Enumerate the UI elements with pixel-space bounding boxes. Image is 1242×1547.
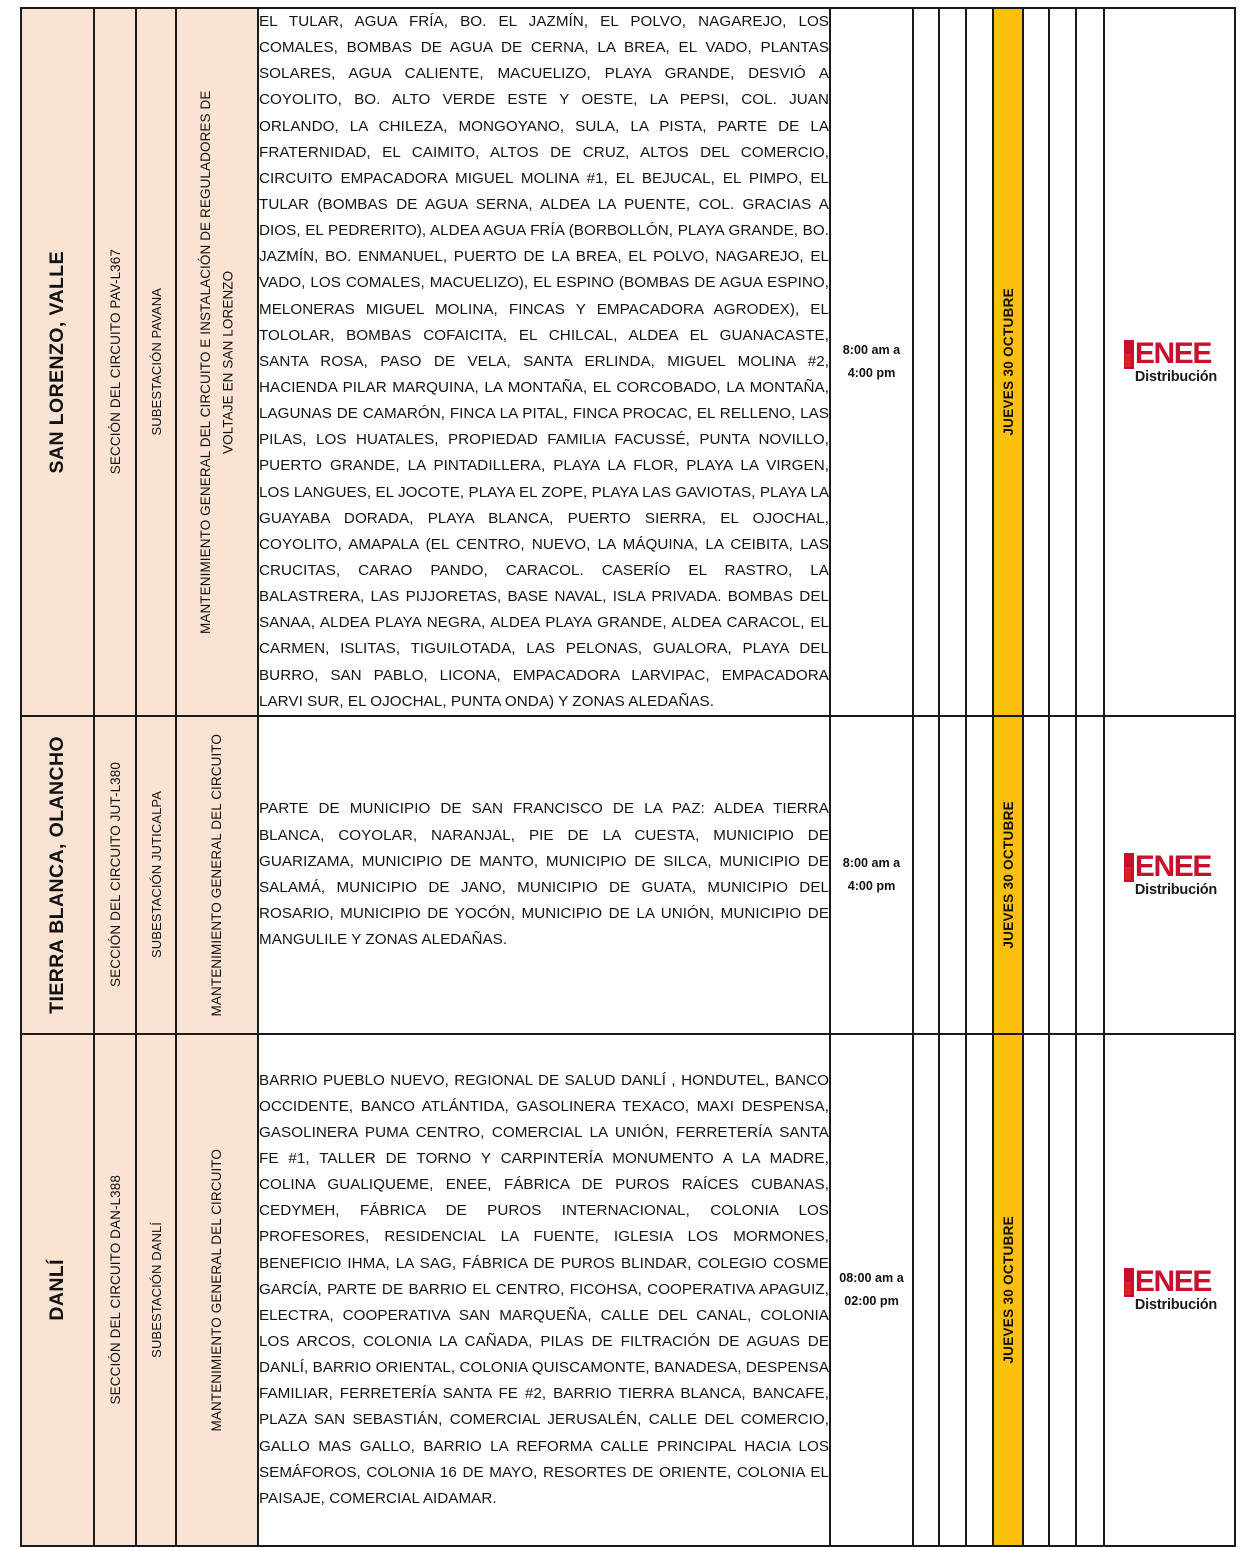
enee-mark-icon: [1124, 853, 1134, 882]
circuit-section-label: SECCIÓN DEL CIRCUITO JUT-L380: [107, 762, 123, 988]
time-from: 08:00 am a: [839, 1270, 904, 1285]
time-to: 4:00 pm: [847, 878, 896, 893]
enee-logo-top: [1124, 849, 1212, 883]
affected-areas-text: BARRIO PUEBLO NUEVO, REGIONAL DE SALUD DANLÍ , HONDUTEL, BANCO OCCIDENTE, BANCO ATLÁNTIDA, GASOLINERA TEXACO, MAXI DESPENSA, GASOLINERA PUMA CENTRO, COMERCIAL LA UNIÓN, FERRETERÍA SANTA FE #1, TALLER DE TORNO Y CARPINTERÍA MONUMENTO A LA MADRE, COLINA GUALIQUEME, ENEE, FÁBRICA DE PUROS RAÍCES CUBANAS, CEDYMEH, FÁBRICA DE PUROS INTERNACIONAL, COLONIA LOS PROFESORES, RESIDENCIAL LA FUENTE, IGLESIA LOS MORMONES, BENEFICIO IHMA, LA SAG, FÁBRICA DE PUROS BLINDAR, COLEGIO COSME GARCÍA, PARTE DE BARRIO EL CENTRO, FICOHSA, COOPERATIVA APAGUIZ, ELECTRA, COOPERATIVA SAN MARQUEÑA, CALLE DEL CANAL, COLONIA LOS ARCOS, COLONIA LA CAÑADA, PILAS DE FILTRACIÓN DE AGUAS DE DANLÍ, BARRIO ORIENTAL, COLONIA QUISCAMONTE, BANADESA, DESPENSA FAMILIAR, FERRETERÍA SANTA FE #2, BARRIO TIERRA BLANCA, BANCAFE, PLAZA SAN SEBASTIÁN, COMERCIAL JERUSALÉN, CALLE DEL COMERCIO, GALLO MAS GALLO, BARRIO LA REFORMA CALLE PRINCIPAL HACIA LOS SEMÁFOROS, COLONIA 16 DE MAYO, RESORTES DE ORIENTE, COLONIA EL PAISAJE, COMERCIAL AIDAMAR.: [259, 1071, 829, 1507]
spacer-column-4: [1023, 1034, 1049, 1546]
department-label: SAN LORENZO, VALLE: [46, 250, 68, 474]
table-row: [21, 716, 1235, 1034]
logo-cell: [1104, 1034, 1235, 1546]
day-label: JUEVES 30 OCTUBRE: [1000, 1215, 1016, 1364]
spacer-column-5: [1049, 716, 1076, 1034]
logo-cell: [1104, 8, 1235, 716]
enee-logo: [1122, 336, 1218, 385]
logo-cell: [1104, 716, 1235, 1034]
spacer-column-4: [1023, 8, 1049, 716]
enee-subtitle: Distribución: [1134, 1296, 1218, 1313]
table-row: [21, 1034, 1235, 1546]
spacer-column-3: [966, 716, 993, 1034]
affected-areas-cell: [258, 1034, 830, 1546]
department-cell: [21, 8, 94, 716]
substation-cell: [136, 716, 176, 1034]
spacer-column-4: [1023, 716, 1049, 1034]
department-label: DANLÍ: [46, 1259, 68, 1321]
time-range-cell: [830, 716, 913, 1034]
spacer-column-2: [939, 716, 966, 1034]
circuit-section-cell: [94, 1034, 136, 1546]
time-to: 4:00 pm: [847, 365, 896, 380]
spacer-column-6: [1076, 1034, 1104, 1546]
substation-cell: [136, 1034, 176, 1546]
department-cell: [21, 1034, 94, 1546]
enee-logo: [1122, 1264, 1218, 1313]
affected-areas-text: EL TULAR, AGUA FRÍA, BO. EL JAZMÍN, EL POLVO, NAGAREJO, LOS COMALES, BOMBAS DE AGUA DE CERNA, LA BREA, EL VADO, PLANTAS SOLARES, AGUA CALIENTE, MACUELIZO, PLAYA GRANDE, DESVIÓ A COYOLITO, BO. ALTO VERDE ESTE Y OESTE, LA PEPSI, COL. JUAN ORLANDO, LA CHILEZA, MONGOYANO, SULA, LA PISTA, PARTE DE LA FRATERNIDAD, EL CAIMITO, ALTOS DE CRUZ, ALTOS DEL COMERCIO, CIRCUITO EMPACADORA MIGUEL MOLINA #1, EL BEJUCAL, EL PIMPO, EL TULAR (BOMBAS DE AGUA SERNA, ALDEA LA PUENTE, COL. GRACIAS A DIOS, EL PEDRERITO), ALDEA AGUA FRÍA (BORBOLLÓN, PLAYA GRANDE, BO. JAZMÍN, BO. ENMANUEL, PUERTO DE LA BREA, EL POLVO, NAGAREJO, EL VADO, LOS COMALES, MACUELIZO), EL ESPINO (BOMBAS DE AGUA ESPINO, MELONERAS MIGUEL MOLINA, FINCAS Y EMPACADORA AGRODEX), EL TOLOLAR, BOMBAS COFAICITA, EL CHILCAL, ALDEA EL GUANACASTE, SANTA ROSA, PASO DE VELA, SANTA ERLINDA, MIGUEL MOLINA #2, HACIENDA PILAR MARQUINA, LA MONTAÑA, EL CORCOBADO, LA MONTAÑA, LAGUNAS DE CAMARÓN, FINCA LA PITAL, FINCA PROCAC, EL RELLENO, LAS PILAS, LOS HUATALES, PROPIEDAD FAMILIA FACUSSÉ, PUNTA NOVILLO, PUERTO GRANDE, LA PINTADILLERA, PLAYA LA FLOR, PLAYA LA VIRGEN, LOS LANGUES, EL JOCOTE, PLAYA EL ZOPE, PLAYA LAS GAVIOTAS, PLAYA LA GUAYABA DORADA, PLAYA BLANCA, PUERTO SIERRA, EL OJOCHAL, COYOLITO, AMAPALA (EL CENTRO, NUEVO, LA MÁQUINA, LA CEIBITA, LAS CRUCITAS, CARAO PANDO, CARACOL. CASERÍO EL RASTRO, LA BALASTRERA, LAS PIJJORETAS, BASE NAVAL, ISLA PRIVADA. BOMBAS DEL SANAA, ALDEA PLAYA NEGRA, ALDEA PLAYA GRANDE, ALDEA CARACOL, EL CARMEN, ISLITAS, TIGUILOTADA, LAS PELONAS, GUALORA, PLAYA DEL BURRO, SAN PABLO, LICONA, EMPACADORA LARVIPAC, EMPACADORA LARVI SUR, EL OJOCHAL, PUNTA ONDA) Y ZONAS ALEDAÑAS.: [259, 13, 829, 710]
enee-wordmark: ENEE: [1134, 336, 1212, 370]
work-type-label: MANTENIMIENTO GENERAL DEL CIRCUITO: [208, 1148, 224, 1432]
spacer-column-1: [913, 1034, 939, 1546]
circuit-section-label: SECCIÓN DEL CIRCUITO DAN-L388: [107, 1175, 123, 1405]
work-type-cell: [176, 1034, 258, 1546]
spacer-column-5: [1049, 8, 1076, 716]
day-label: JUEVES 30 OCTUBRE: [1000, 288, 1016, 436]
spacer-column-2: [939, 1034, 966, 1546]
outage-schedule-table: [20, 7, 1236, 1547]
substation-label: SUBESTACIÓN PAVANA: [148, 288, 164, 436]
work-type-label: MANTENIMIENTO GENERAL DEL CIRCUITO E INSTALACIÓN DE REGULADORES DE VOLTAJE EN SAN LORENZO: [197, 90, 235, 634]
spacer-column-6: [1076, 8, 1104, 716]
time-from: 8:00 am a: [842, 342, 901, 357]
day-label: JUEVES 30 OCTUBRE: [1000, 800, 1016, 949]
circuit-section-cell: [94, 8, 136, 716]
spacer-column-2: [939, 8, 966, 716]
spacer-column-5: [1049, 1034, 1076, 1546]
substation-label: SUBESTACIÓN DANLÍ: [148, 1221, 164, 1358]
circuit-section-label: SECCIÓN DEL CIRCUITO PAV-L367: [107, 249, 123, 475]
spacer-column-1: [913, 8, 939, 716]
time-range-cell: [830, 1034, 913, 1546]
work-type-label: MANTENIMIENTO GENERAL DEL CIRCUITO: [208, 733, 224, 1017]
spacer-column-3: [966, 1034, 993, 1546]
enee-logo-top: [1124, 1264, 1212, 1298]
enee-wordmark: ENEE: [1134, 1264, 1212, 1298]
table-row: [21, 8, 1235, 716]
affected-areas-text: PARTE DE MUNICIPIO DE SAN FRANCISCO DE LA PAZ: ALDEA TIERRA BLANCA, COYOLAR, NARANJAL, PIE DE LA CUESTA, MUNICIPIO DE GUARIZAMA, MUNICIPIO DE MANTO, MUNICIPIO DE SILCA, MUNICIPIO DE SALAMÁ, MUNICIPIO DE JANO, MUNICIPIO DE GUATA, MUNICIPIO DEL ROSARIO, MUNICIPIO DE YOCÓN, MUNICIPIO DE LA UNIÓN, MUNICIPIO DE MANGULILE Y ZONAS ALEDAÑAS.: [259, 800, 829, 949]
affected-areas-cell: [258, 8, 830, 716]
spacer-column-6: [1076, 716, 1104, 1034]
time-to: 02:00 pm: [844, 1293, 899, 1308]
department-label: TIERRA BLANCA, OLANCHO: [46, 735, 68, 1014]
enee-mark-icon: [1124, 1268, 1134, 1297]
enee-mark-icon: [1124, 340, 1134, 369]
enee-logo: [1122, 849, 1218, 898]
day-highlight-cell: [993, 716, 1023, 1034]
work-type-cell: [176, 8, 258, 716]
enee-wordmark: ENEE: [1134, 849, 1212, 883]
time-range-cell: [830, 8, 913, 716]
schedule-sheet: [0, 7, 1242, 1527]
circuit-section-cell: [94, 716, 136, 1034]
spacer-column-1: [913, 716, 939, 1034]
enee-logo-top: [1124, 336, 1212, 370]
department-cell: [21, 716, 94, 1034]
day-highlight-cell: [993, 1034, 1023, 1546]
spacer-column-3: [966, 8, 993, 716]
time-from: 8:00 am a: [842, 855, 901, 870]
substation-cell: [136, 8, 176, 716]
work-type-cell: [176, 716, 258, 1034]
substation-label: SUBESTACIÓN JUTICALPA: [148, 791, 164, 959]
day-highlight-cell: [993, 8, 1023, 716]
enee-subtitle: Distribución: [1134, 881, 1218, 898]
affected-areas-cell: [258, 716, 830, 1034]
enee-subtitle: Distribución: [1134, 368, 1218, 385]
